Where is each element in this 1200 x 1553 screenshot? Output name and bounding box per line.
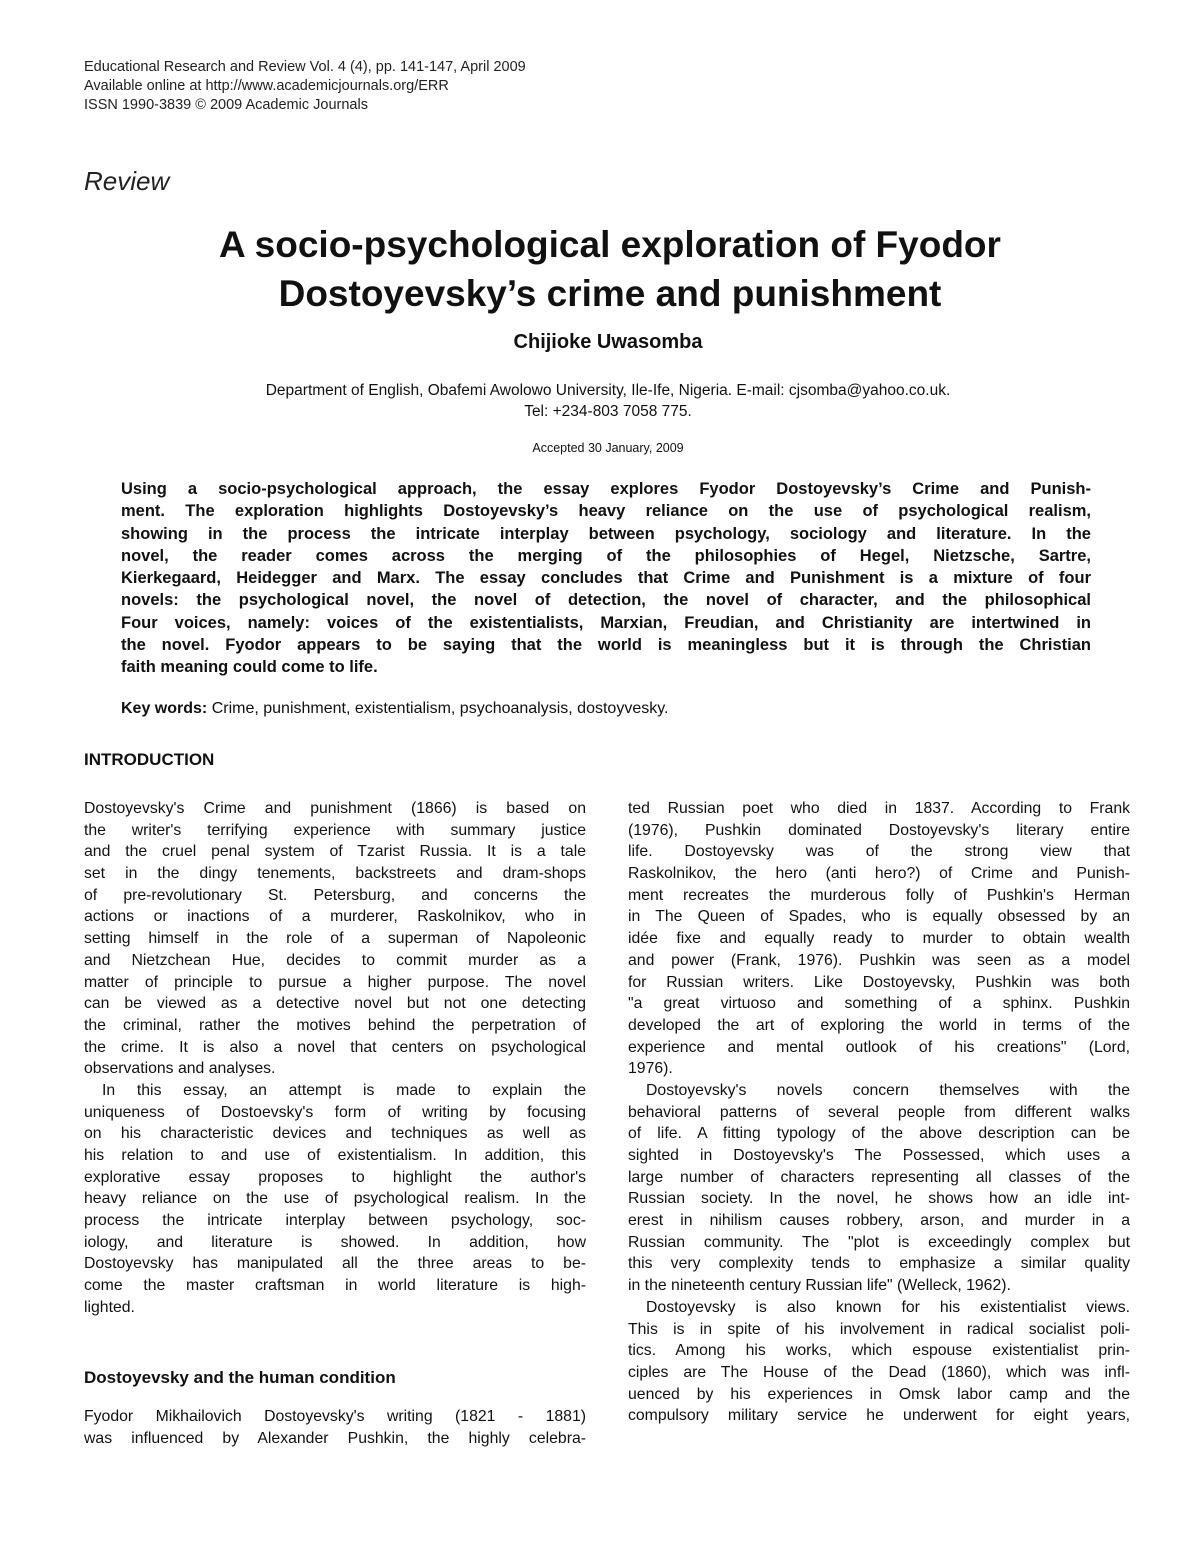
abstract-line: showing in the process the intricate interplay between psychology, sociology and literature. In the — [121, 524, 1091, 543]
body-line: erest in nihilism causes robbery, arson, and murder in a — [628, 1212, 1130, 1230]
body-line: set in the dingy tenements, backstreets and dram-shops — [84, 865, 586, 883]
body-line: in the nineteenth century Russian life" (Welleck, 1962). — [628, 1277, 1011, 1295]
body-line: of pre-revolutionary St. Petersburg, and concerns the — [84, 886, 586, 904]
body-line: uniqueness of Dostoevsky's form of writing by focusing — [84, 1103, 586, 1121]
body-line: Russian society. In the novel, he shows how an idle int- — [628, 1190, 1130, 1208]
body-line: can be viewed as a detective novel but not one detecting — [84, 995, 586, 1013]
body-line: In this essay, an attempt is made to explain the — [102, 1081, 586, 1099]
body-line: ment recreates the murderous folly of Pushkin's Herman — [628, 886, 1130, 904]
body-line: explorative essay proposes to highlight the author's — [84, 1168, 586, 1186]
body-line: for Russian writers. Like Dostoyevsky, Pushkin was both — [628, 973, 1130, 991]
paper-title-line: Dostoyevsky’s crime and punishment — [278, 273, 942, 314]
body-line: tics. Among his works, which espouse existentialist prin- — [628, 1342, 1130, 1360]
abstract-line: Four voices, namely: voices of the existentialists, Marxian, Freudian, and Christianity are intertwined in — [121, 613, 1091, 632]
left-column-continued — [84, 1406, 586, 1449]
body-line: this very complexity tends to emphasize a similar quality — [628, 1255, 1130, 1273]
keywords-label: Key words: — [121, 700, 208, 717]
body-line: in The Queen of Spades, who is equally obsessed by an — [628, 908, 1130, 926]
journal-citation — [84, 58, 784, 115]
abstract-line: ment. The exploration highlights Dostoyevsky’s heavy reliance on the use of psychological realism, — [121, 502, 1091, 521]
abstract-line: novel, the reader comes across the merging of the philosophies of Hegel, Nietzsche, Sartre, — [121, 546, 1091, 565]
body-line: the crime. It is also a novel that centers on psychological — [84, 1038, 586, 1056]
abstract-line: Using a socio-psychological approach, the essay explores Fyodor Dostoyevsky’s Crime and Punish- — [121, 480, 1091, 498]
section-label: Review — [84, 166, 170, 196]
body-line: sighted in Dostoyevsky's The Possessed, which uses a — [628, 1147, 1130, 1164]
right-column — [628, 798, 1130, 1427]
left-column — [84, 798, 586, 1319]
body-line: observations and analyses. — [84, 1060, 276, 1078]
body-line: compulsory military service he underwent for eight years, — [628, 1407, 1130, 1425]
body-line: was influenced by Alexander Pushkin, the highly celebra- — [84, 1429, 586, 1447]
body-line: ciples are The House of the Dead (1860), which was infl- — [628, 1363, 1130, 1381]
body-line: and the cruel penal system of Tzarist Russia. It is a tale — [84, 843, 586, 861]
paper-title-line: A socio-psychological exploration of Fyodor — [219, 224, 1001, 265]
author-name: Chijioke Uwasomba — [513, 331, 703, 353]
body-line: behavioral patterns of several people from different walks — [628, 1103, 1130, 1121]
body-line: idée fixe and equally ready to murder to obtain wealth — [628, 930, 1130, 948]
body-line: "a great virtuoso and something of a sphinx. Pushkin — [628, 995, 1130, 1013]
body-line: (1976), Pushkin dominated Dostoyevsky's literary entire — [628, 821, 1130, 839]
body-line: and Nietzchean Hue, decides to commit murder as a — [84, 951, 586, 969]
body-line: lighted. — [84, 1298, 135, 1316]
body-line: his relation to and use of existentialism. In addition, this — [84, 1147, 586, 1164]
body-line: Dostoyevsky has manipulated all the three areas to be- — [84, 1255, 586, 1273]
body-line: ted Russian poet who died in 1837. According to Frank — [628, 800, 1130, 817]
keywords-text: Crime, punishment, existentialism, psychoanalysis, dostoyvesky. — [211, 700, 669, 717]
body-line: Russian community. The "plot is exceedingly complex but — [628, 1233, 1130, 1251]
affiliation — [0, 380, 1200, 422]
body-line: the writer's terrifying experience with summary justice — [84, 821, 586, 839]
body-line: large number of characters representing all classes of the — [628, 1168, 1130, 1186]
abstract — [121, 478, 1091, 679]
body-line: and power (Frank, 1976). Pushkin was seen as a model — [628, 951, 1130, 969]
abstract-line: the novel. Fyodor appears to be saying that the world is meaningless but it is through the Christian — [121, 636, 1091, 655]
body-line: Fyodor Mikhailovich Dostoyevsky's writing (1821 - 1881) — [84, 1408, 586, 1425]
body-line: process the intricate interplay between psychology, soc- — [84, 1212, 586, 1230]
abstract-line: faith meaning could come to life. — [121, 658, 378, 677]
body-line: iology, and literature is showed. In addition, how — [84, 1233, 586, 1251]
body-line: setting himself in the role of a superman of Napoleonic — [84, 930, 586, 948]
body-line: life. Dostoyevsky was of the strong view that — [628, 843, 1130, 861]
body-line: experience and mental outlook of his creations" (Lord, — [628, 1038, 1130, 1056]
body-line: Dostoyevsky is also known for his existentialist views. — [646, 1298, 1130, 1316]
body-line: matter of principle to pursue a higher purpose. The novel — [84, 973, 586, 991]
body-line: Dostoyevsky's Crime and punishment (1866) is based on — [84, 800, 586, 817]
body-line: uenced by his experiences in Omsk labor camp and the — [628, 1385, 1130, 1403]
paper-title — [120, 220, 1100, 318]
journal-citation-line: Educational Research and Review Vol. 4 (4), pp. 141-147, April 2009 — [84, 59, 526, 75]
affiliation-phone: Tel: +234-803 7058 775. — [524, 403, 692, 420]
body-line: heavy reliance on the use of psychological realism. In the — [84, 1190, 586, 1208]
body-line: Dostoyevsky's novels concern themselves with the — [646, 1081, 1130, 1099]
journal-url-line: Available online at http://www.academicjournals.org/ERR — [84, 78, 449, 94]
abstract-line: novels: the psychological novel, the novel of detection, the novel of character, and the philosophical — [121, 591, 1091, 610]
body-line: Raskolnikov, the hero (anti hero?) of Crime and Punish- — [628, 865, 1130, 883]
body-line: on his characteristic devices and techniques as well as — [84, 1125, 586, 1143]
introduction-heading: INTRODUCTION — [84, 750, 215, 769]
keywords — [121, 700, 668, 718]
body-line: 1976). — [628, 1060, 673, 1078]
body-line: come the master craftsman in world literature is high- — [84, 1277, 586, 1295]
abstract-line: Kierkegaard, Heidegger and Marx. The essay concludes that Crime and Punishment is a mixture of four — [121, 569, 1091, 588]
affiliation-line: Department of English, Obafemi Awolowo University, Ile-Ife, Nigeria. E-mail: cjsomba@yahoo.co.uk. — [265, 382, 951, 399]
body-line: the criminal, rather the motives behind the perpetration of — [84, 1016, 586, 1034]
body-line: developed the art of exploring the world in terms of the — [628, 1016, 1130, 1034]
journal-issn-line: ISSN 1990-3839 © 2009 Academic Journals — [84, 97, 368, 113]
accepted-date: Accepted 30 January, 2009 — [532, 441, 684, 455]
subsection-heading: Dostoyevsky and the human condition — [84, 1368, 396, 1387]
body-line: actions or inactions of a murderer, Raskolnikov, who in — [84, 908, 586, 926]
body-line: This is in spite of his involvement in radical socialist poli- — [628, 1320, 1130, 1338]
body-line: of life. A fitting typology of the above description can be — [628, 1125, 1130, 1143]
